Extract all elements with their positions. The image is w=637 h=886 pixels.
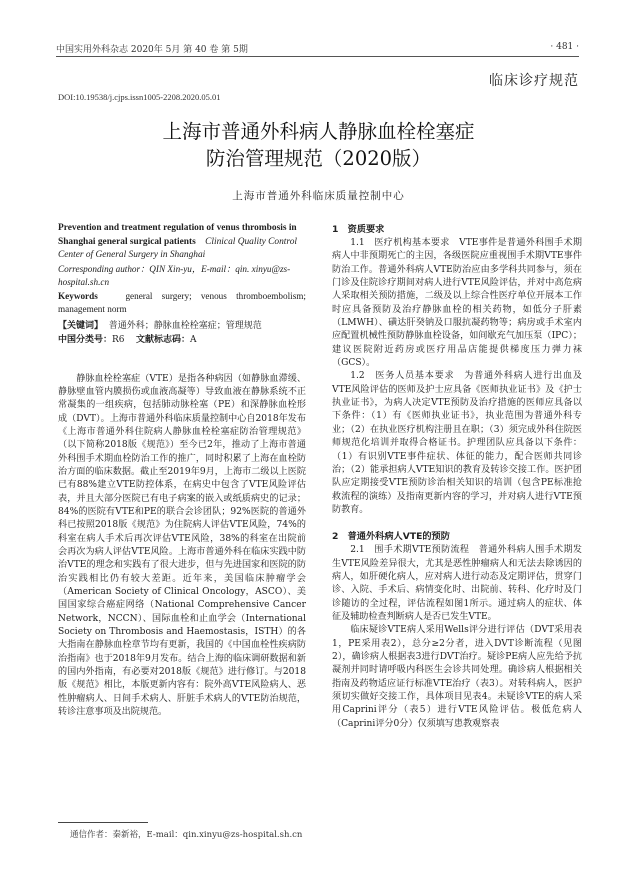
running-header <box>56 40 579 57</box>
author: 上海市普通外科临床质量控制中心 <box>232 190 405 202</box>
keywords-zh-text: 普通外科；静脉血栓栓塞症；管理规范 <box>108 320 262 331</box>
section-heading: 2 普通外科病人VTE的预防 <box>332 531 450 543</box>
keywords-zh-label: 【关键词】 <box>58 320 104 331</box>
body-paragraph <box>332 544 582 624</box>
body-paragraph <box>332 624 582 731</box>
body-paragraph <box>332 237 582 370</box>
corresponding-author-en: Corresponding author：QIN Xin-yu，E-mail：qin. xinyu@zs-hospital.sh.cn <box>58 263 291 287</box>
section-heading: 1 资质要求 <box>332 224 385 235</box>
doi: DOI:10.19538/j.cjps.issn1005-2208.2020.05.01 <box>58 92 221 102</box>
paragraph-text: 为普通外科病人进行出血及VTE风险评估的医师及护士应具备《医师执业证书》及《护士执业证书》，为病人决定VTE预防及治疗措施的医师应具备以下条件：（1）有《医师执业证书》，执业范围为普通外科专业；（2）在执业医疗机构注册且在职；（3）须完成外科住院医师规范化培训并取得合格证书。护理团队应具备以下条件：（1）有识别VTE事件症状、体征的能力，配合医师共同诊治；（2）能承担病人VTE知识的教育及转诊交接工作。医护团队应定期接受VTE预防诊治相关知识的培训（包含PE标准抢救流程的演练）及指南更新内容的学习，并对病人进行VTE预防教育。 <box>332 371 582 515</box>
body-paragraph <box>332 370 582 517</box>
page-number: · 481 · <box>550 42 579 52</box>
keywords-en-text: general surgery; venous thromboembolism; management norm <box>58 290 306 314</box>
journal-citation: 中国实用外科杂志 2020年 5月 第 40 卷 第 5期 <box>56 45 248 55</box>
keywords-en-label: Keywords <box>58 290 98 301</box>
right-column <box>332 222 582 731</box>
classification <box>58 333 306 347</box>
doc-code-value: A <box>190 334 197 345</box>
footnote-divider <box>58 822 148 823</box>
english-title: Prevention and treatment regulation of venus thrombosis in Shanghai general surgical patients <box>58 223 297 247</box>
title-line-1: 上海市普通外科病人静脉血栓栓塞症 <box>162 120 475 143</box>
clc-value: R6 <box>112 334 125 345</box>
paragraph-text: VTE事件是普通外科围手术期病人中非预期死亡的主因，各级医院应重视围手术期VTE事件防治工作。普通外科病人VTE防治应由多学科共同参与，须在门诊及住院诊疗期间对病人进行VTE风险评估，并对中高危病人采取相关预防措施，二级及以上综合性医疗单位开展本工作时应具备预防及治疗静脉血栓的相关药物，如低分子肝素（LMWH）、磺达肝癸钠及口服抗凝药物等；病房或手术室内应配置机械性预防静脉血栓设备，如间歇充气加压泵（IPC）；建议医院附近药房或医疗用品店能提供梯度压力弹力袜（GCS）。 <box>332 238 582 369</box>
article-title <box>0 118 637 172</box>
footnote: 通信作者：秦新裕，E-mail：qin.xinyu@zs-hospital.sh.cn <box>70 830 303 840</box>
keywords-zh <box>58 319 306 333</box>
clc-label: 中国分类号： <box>58 334 113 345</box>
subsection-heading: 2.1 围手术期VTE预防流程 <box>350 545 470 556</box>
paragraph-text: 普通外科病人围手术期发生VTE风险差异很大，尤其是恶性肿瘤病人和无法去除诱因的病人，如肝硬化病人，应对病人进行动态及定期评估，贯穿门诊、入院、手术后、病情变化时、出院前、转科、化疗时及门诊随访的全过程，评估流程如图1所示。通过病人的症状、体征及辅助检查判断病人是否已发生VTE。 <box>332 545 582 622</box>
english-affiliation: Clinical Quality Control Center of General Surgery in Shanghai <box>58 236 297 260</box>
subsection-heading: 1.2 医务人员基本要求 <box>350 371 455 382</box>
intro-paragraph: 静脉血栓栓塞症（VTE）是指各种病因（如静脉血滞缓、静脉壁血管内膜损伤或血液高凝等）导致血液在静脉系统不正常凝集的一组疾病，包括肺动脉栓塞（PE）和深静脉血栓形成（DVT）。上海市普通外科临床质量控制中心自2018年发布《上海市普通外科住院病人静脉血栓栓塞症防治管理规范》（以下简称2018版《规范》）至今已2年，推动了上海市普通外科围手术期血栓防治工作的推广，同时积累了上海在血栓防治方面的临床数据。截止至2019年9月，上海市二级以上医院已有88%建立VTE防控体系，在病史中包含了VTE风险评估表，并且大部分医院已有电子病案的嵌入或纸质病史的记录；84%的医院有VTE和PE的联合会诊团队；92%医院的普通外科已按照2018版《规范》为住院病人评估VTE风险，74%的科室在病人手术后再次评估VTE风险，38%的科室在出院前会再次为病人评估VTE风险。上海市普通外科在临床实践中防治VTE的理念和实践有了很大进步，但与先进国家和医院的防治实践相比仍有较大差距。近年来，美国临床肿瘤学会（American Society of Clinical Oncology，ASCO）、美国国家综合癌症网络（National Comprehensive Cancer Network，NCCN）、国际血栓和止血学会（International Society on Thrombosis and Haemostasis，ISTH）的各大指南在静脉血栓章节均有更新，我国的《中国血栓性疾病防治指南》也于2018年9月发布。结合上海的临床调研数据和新的国内外指南，有必要对2018版《规范》进行修订。与2018版《规范》相比，本版更新内容有：院外高VTE风险病人、恶性肿瘤病人、日间手术病人、肝脏手术病人的VTE防治规范，转诊注意事项及出院规范。 <box>58 373 306 718</box>
doc-code-label: 文献标志码： <box>135 334 190 345</box>
title-line-2: 防治管理规范（2020版） <box>205 147 432 170</box>
left-column <box>58 222 306 719</box>
keywords-en <box>58 290 306 317</box>
section-tag: 临床诊疗规范 <box>489 73 579 89</box>
english-title-block <box>58 222 306 263</box>
subsection-heading: 1.1 医疗机构基本要求 <box>350 238 450 248</box>
paragraph-text: 临床疑诊VTE病人采用Wells评分进行评估（DVT采用表1，PE采用表2），总分≥2分者，进入DVT诊断流程（见图2），确诊病人根据表3进行DVT治疗。疑诊PE病人应先给予抗凝剂并同时请呼吸内科医生会诊共同处理。确诊病人根据相关指南及药物适应证行标准VTE治疗（表3）。对转科病人，医护须切实做好交接工作，具体项目见表4。未疑诊VTE的病人采用Caprini评分（表5）进行VTE风险评估。极低危病人（Caprini评分0分）仅须填写患教观察表 <box>332 625 582 729</box>
